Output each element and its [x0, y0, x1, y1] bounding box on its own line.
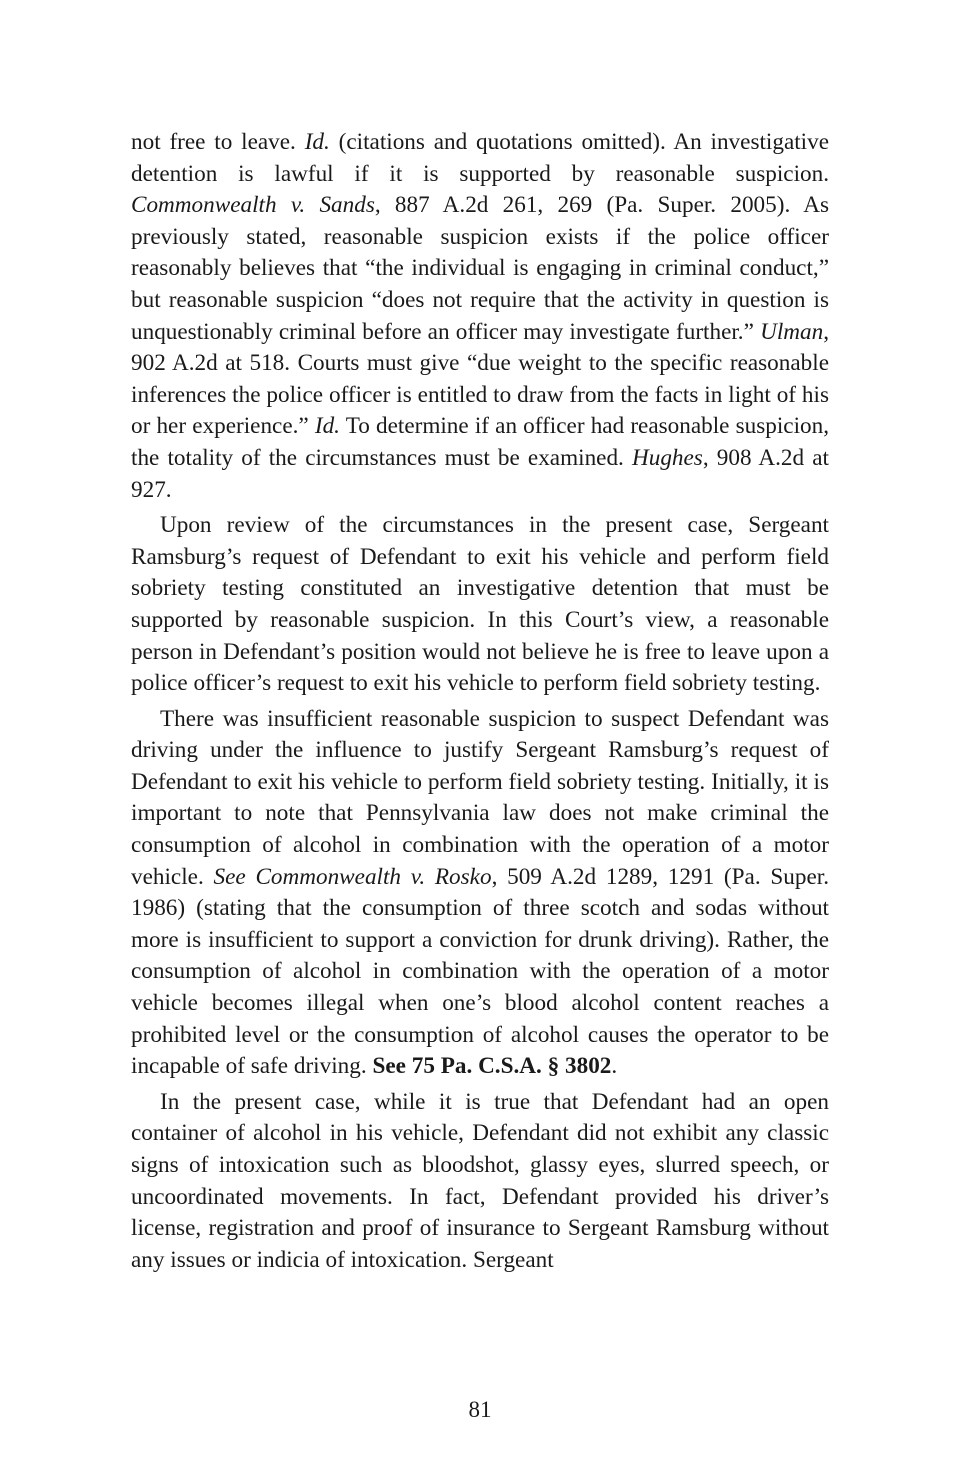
body-text — [131, 127, 829, 1276]
paragraph-2: Upon review of the circumstances in the present case, Sergeant Ramsburg’s request of Defendant to exit his vehicle and perform field sobriety testing constituted an investigative detention that must be supported by reasonable suspicion. In this Court’s view, a reasonable person in Defendant’s position would not believe he is free to leave upon a police officer’s request to exit his vehicle to perform field sobriety testing. — [131, 512, 829, 697]
paragraph-3: There was insufficient reasonable suspicion to suspect Defendant was driving under the influence to justify Sergeant Ramsburg’s request of Defendant to exit his vehicle to perform field sobriety testing. Initially, it is important to note that Pennsylvania law does not make criminal the consumption of alcohol in combination with the operation of a motor vehicle. See Commonwealth v. Rosko, 509 A.2d 1289, 1291 (Pa. Super. 1986) (stating that the consumption of three scotch and sodas without more is insufficient to support a conviction for drunk driving). Rather, the consumption of alcohol in combination with the operation of a motor vehicle becomes illegal when one’s blood alcohol content reaches a prohibited level or the consumption of alcohol causes the operator to be incapable of safe driving. See 75 Pa. C.S.A. § 3802. — [131, 705, 829, 1080]
statute-citation: See 75 Pa. C.S.A. § 3802 — [372, 1053, 612, 1080]
paragraph-1: not free to leave. Id. (citations and quotations omitted). An investigative detention is lawful if it is supported by reasonable suspicion. Commonwealth v. Sands, 887 A.2d 261, 269 (Pa. Super. 2005). As previously stated, reasonable suspicion exists if the police officer reasonably believes that “the individual is engaging in criminal conduct,” but reasonable suspicion “does not require that the activity in question is unquestionably criminal before an officer may investigate further.” Ulman, 902 A.2d at 518. Courts must give “due weight to the specific reasonable inferences the police officer is entitled to draw from the facts in light of his or her experience.” Id. To determine if an officer had reasonable suspicion, the totality of the circumstances must be examined. Hughes, 908 A.2d at 927. — [131, 129, 830, 503]
paragraph-4: In the present case, while it is true that Defendant had an open container of alcohol in his vehicle, Defendant did not exhibit any classic signs of intoxication such as bloodshot, glassy eyes, slurred speech, or uncoordinated movements. In fact, Defendant provided his driver’s license, registration and proof of insurance to Sergeant Ramsburg without any issues or indicia of intoxication. Sergeant — [131, 1088, 829, 1273]
page-number: 81 — [468, 1397, 492, 1422]
